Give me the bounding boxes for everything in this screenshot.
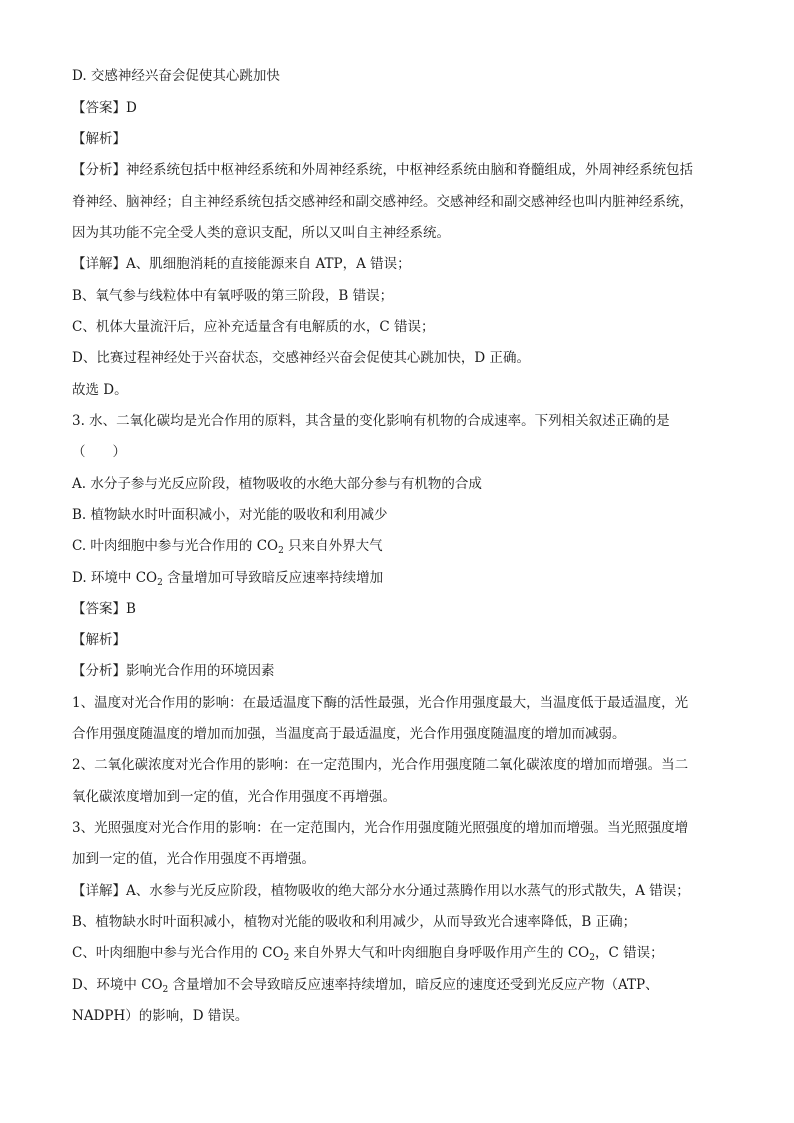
option-d-prev: D. 交感神经兴奋会促使其心跳加快 [72, 68, 280, 84]
question-3-option-d: D. 环境中 $CO_2$ 含量增加可导致暗反应速率持续增加 [72, 570, 384, 588]
factor-co2-line2: 氧化碳浓度增加到一定的值，光合作用强度不再增强。 [72, 789, 396, 805]
detail-q2-a: 【详解】A、肌细胞消耗的直接能源来自 ATP，A 错误； [72, 256, 411, 272]
answer-label-q3: 【答案】B [72, 601, 136, 617]
analysis-text-q3-intro: 【分析】影响光合作用的环境因素 [72, 663, 275, 679]
question-3-option-c: C. 叶肉细胞中参与光合作用的 $CO_2$ 只来自外界大气 [72, 538, 383, 556]
analysis-heading-q2: 【解析】 [72, 131, 126, 147]
detail-q2-d: D、比赛过程神经处于兴奋状态，交感神经兴奋会促使其心跳加快，D 正确。 [72, 350, 530, 366]
question-3-stem: 3. 水、二氧化碳均是光合作用的原料，其含量的变化影响有机物的合成速率。下列相关叙述正确的是 [72, 413, 670, 429]
factor-temperature-line1: 1、温度对光合作用的影响：在最适温度下酶的活性最强，光合作用强度最大，当温度低于最适温度，光 [72, 695, 689, 711]
question-3-option-a: A. 水分子参与光反应阶段，植物吸收的水绝大部分参与有机物的合成 [72, 476, 482, 492]
detail-q3-d-line1: D、环境中 $CO_2$ 含量增加不会导致暗反应速率持续增加，暗反应的速度还受到光反应产物（ATP、 [72, 977, 659, 995]
analysis-text-q2-line1: 【分析】神经系统包括中枢神经系统和外周神经系统，中枢神经系统由脑和脊髓组成，外周神经系统包括 [72, 162, 693, 178]
analysis-text-q2-line2: 脊神经、脑神经；自主神经系统包括交感神经和副交感神经。交感神经和副交感神经也叫内脏神经系统， [72, 194, 693, 210]
factor-light-line2: 加到一定的值，光合作用强度不再增强。 [72, 851, 315, 867]
answer-label-q2: 【答案】D [72, 100, 137, 116]
factor-light-line1: 3、光照强度对光合作用的影响：在一定范围内，光合作用强度随光照强度的增加而增强。当光照强度增 [72, 820, 689, 836]
question-3-blank: （ ） [72, 444, 126, 460]
detail-q2-c: C、机体大量流汗后，应补充适量含有电解质的水，C 错误； [72, 319, 435, 335]
detail-q3-d-line2: NADPH）的影响，D 错误。 [72, 1008, 249, 1024]
factor-co2-line1: 2、二氧化碳浓度对光合作用的影响：在一定范围内，光合作用强度随二氧化碳浓度的增加而增强。当二 [72, 757, 689, 773]
detail-q3-b: B、植物缺水时叶面积减小，植物对光能的吸收和利用减少，从而导致光合速率降低，B 正确； [72, 914, 637, 930]
question-3-option-b: B. 植物缺水时叶面积减小，对光能的吸收和利用减少 [72, 507, 388, 523]
factor-temperature-line2: 合作用强度随温度的增加而加强，当温度高于最适温度，光合作用强度随温度的增加而减弱。 [72, 726, 626, 742]
conclusion-q2: 故选 D。 [72, 382, 128, 398]
analysis-text-q2-line3: 因为其功能不完全受人类的意识支配，所以又叫自主神经系统。 [72, 225, 450, 241]
analysis-heading-q3: 【解析】 [72, 632, 126, 648]
detail-q3-c: C、叶肉细胞中参与光合作用的 $CO_2$ 来自外界大气和叶肉细胞自身呼吸作用产生的 $CO_2$，C 错误； [72, 945, 664, 963]
detail-q3-a: 【详解】A、水参与光反应阶段，植物吸收的绝大部分水分通过蒸腾作用以水蒸气的形式散失，A 错误； [72, 883, 690, 899]
detail-q2-b: B、氧气参与线粒体中有氧呼吸的第三阶段，B 错误； [72, 288, 394, 304]
